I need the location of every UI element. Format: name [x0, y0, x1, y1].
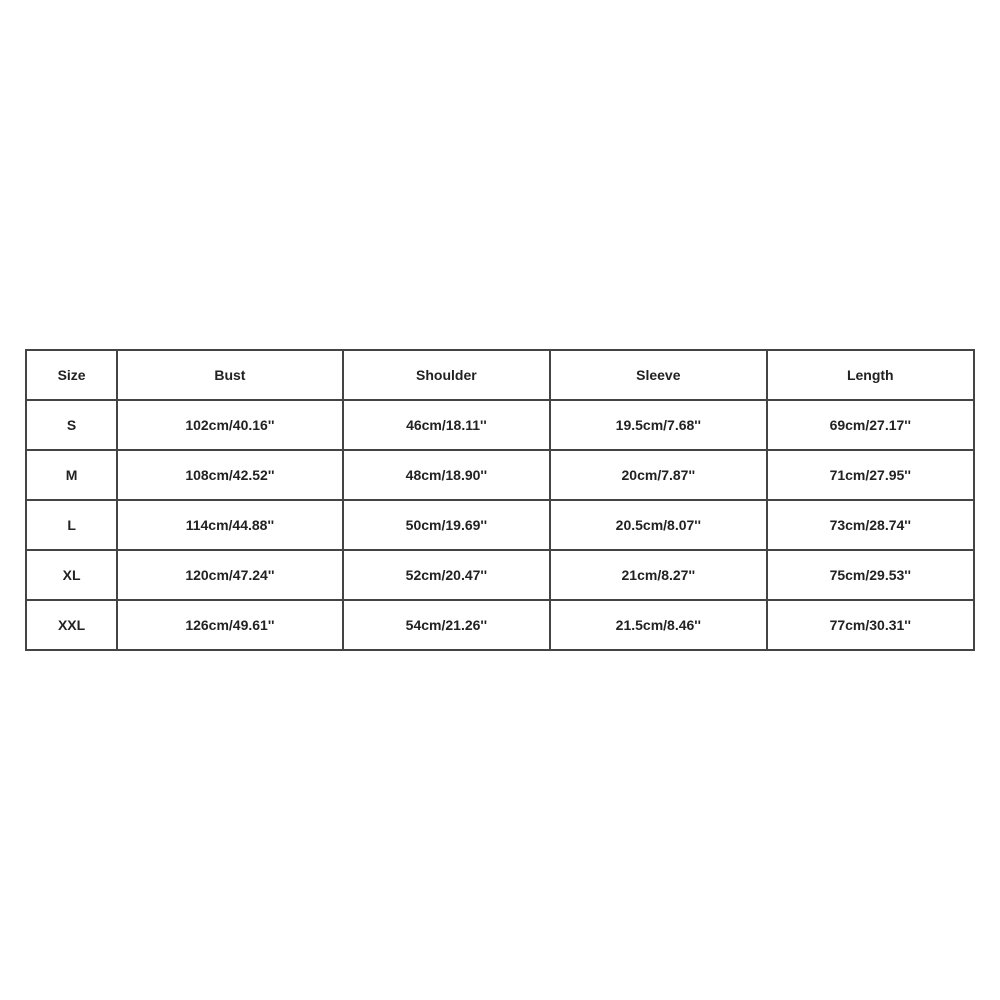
cell-sleeve: 20.5cm/8.07'' — [550, 500, 766, 550]
cell-sleeve: 20cm/7.87'' — [550, 450, 766, 500]
cell-length: 69cm/27.17'' — [767, 400, 974, 450]
cell-bust: 102cm/40.16'' — [117, 400, 342, 450]
cell-bust: 126cm/49.61'' — [117, 600, 342, 650]
header-length: Length — [767, 350, 974, 400]
header-row — [26, 350, 974, 400]
cell-shoulder: 46cm/18.11'' — [343, 400, 550, 450]
cell-shoulder: 52cm/20.47'' — [343, 550, 550, 600]
cell-size: S — [26, 400, 117, 450]
cell-bust: 108cm/42.52'' — [117, 450, 342, 500]
cell-size: M — [26, 450, 117, 500]
cell-length: 75cm/29.53'' — [767, 550, 974, 600]
cell-size: XXL — [26, 600, 117, 650]
table-row — [26, 550, 974, 600]
cell-sleeve: 21cm/8.27'' — [550, 550, 766, 600]
table-body — [26, 400, 974, 650]
cell-sleeve: 21.5cm/8.46'' — [550, 600, 766, 650]
cell-size: XL — [26, 550, 117, 600]
header-sleeve: Sleeve — [550, 350, 766, 400]
table-row — [26, 600, 974, 650]
cell-size: L — [26, 500, 117, 550]
size-chart-table — [25, 349, 975, 651]
header-size: Size — [26, 350, 117, 400]
cell-shoulder: 54cm/21.26'' — [343, 600, 550, 650]
cell-shoulder: 48cm/18.90'' — [343, 450, 550, 500]
cell-bust: 120cm/47.24'' — [117, 550, 342, 600]
table-row — [26, 450, 974, 500]
header-bust: Bust — [117, 350, 342, 400]
cell-length: 77cm/30.31'' — [767, 600, 974, 650]
header-shoulder: Shoulder — [343, 350, 550, 400]
cell-sleeve: 19.5cm/7.68'' — [550, 400, 766, 450]
cell-length: 71cm/27.95'' — [767, 450, 974, 500]
cell-bust: 114cm/44.88'' — [117, 500, 342, 550]
cell-shoulder: 50cm/19.69'' — [343, 500, 550, 550]
cell-length: 73cm/28.74'' — [767, 500, 974, 550]
table-row — [26, 500, 974, 550]
table-row — [26, 400, 974, 450]
table-header — [26, 350, 974, 400]
